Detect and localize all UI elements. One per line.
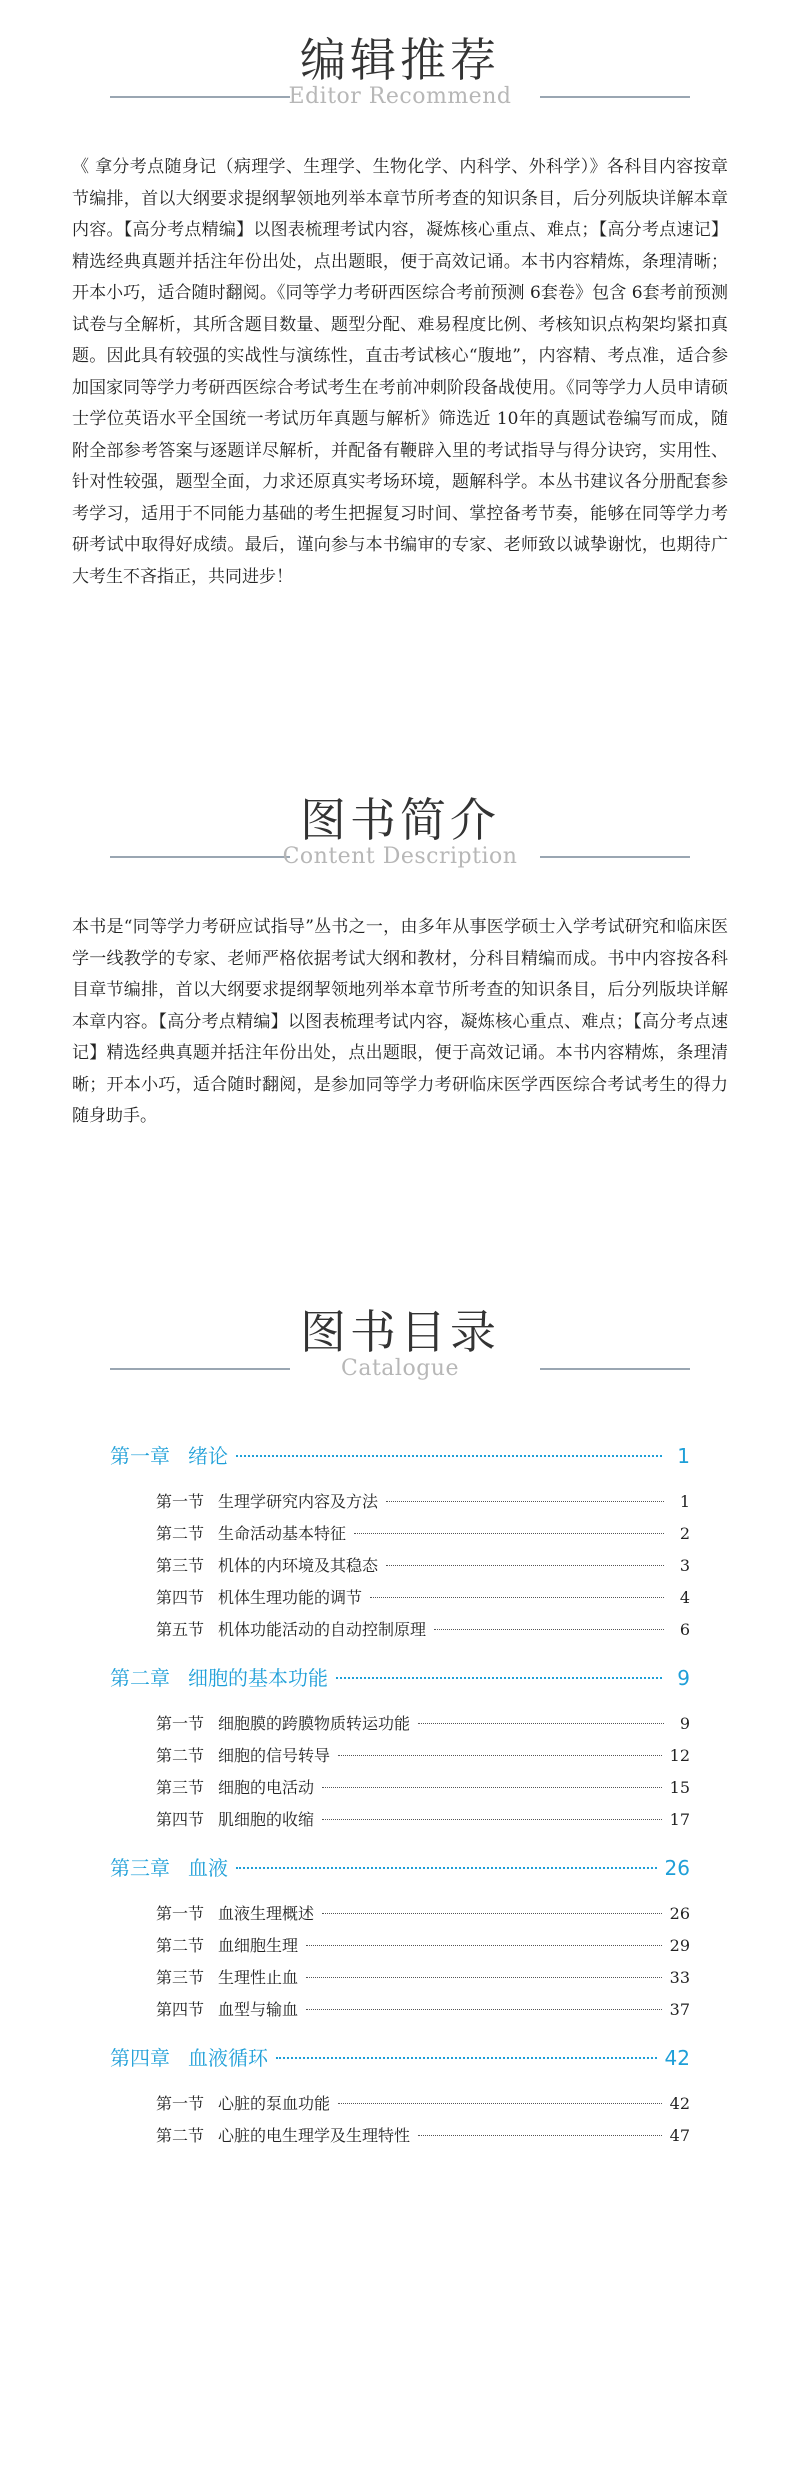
- section-title: 机体功能活动的自动控制原理: [218, 1620, 427, 1639]
- section-page: 1: [679, 1492, 690, 1511]
- section-title: 肌细胞的收缩: [218, 1810, 315, 1829]
- section-number: 第一节: [156, 1904, 205, 1923]
- section-page: 3: [679, 1556, 690, 1575]
- chapter-page: 42: [664, 2046, 690, 2070]
- leader-dots: [236, 1455, 662, 1457]
- leader-dots: [236, 1867, 657, 1869]
- section-entry[interactable]: [156, 1740, 690, 1772]
- section-number: 第四节: [156, 1810, 205, 1829]
- chapter-block: [110, 1438, 690, 1660]
- chapter-page: 26: [664, 1856, 690, 1880]
- section-page: 37: [669, 2000, 690, 2019]
- section-page: 2: [679, 1524, 690, 1543]
- section-page: 42: [669, 2094, 690, 2113]
- leader-dots: [338, 2103, 662, 2104]
- section-title: 细胞膜的跨膜物质转运功能: [218, 1714, 411, 1733]
- content-description-rule: [110, 844, 690, 876]
- section-page: 26: [669, 1904, 690, 1923]
- section-page: 29: [669, 1936, 690, 1955]
- chapter-entry[interactable]: [110, 1660, 690, 1696]
- leader-dots: [322, 1787, 662, 1788]
- divider-line-right: [540, 1368, 690, 1370]
- divider-line-right: [540, 96, 690, 98]
- section-page: 9: [679, 1714, 690, 1733]
- section-number: 第四节: [156, 1588, 205, 1607]
- section-entry[interactable]: [156, 1582, 690, 1614]
- leader-dots: [322, 1819, 662, 1820]
- leader-dots: [276, 2057, 657, 2059]
- chapter-page: 1: [677, 1444, 690, 1468]
- leader-dots: [322, 1913, 662, 1914]
- leader-dots: [370, 1597, 664, 1598]
- section-number: 第三节: [156, 1778, 205, 1797]
- section-title: 血细胞生理: [218, 1936, 299, 1955]
- section-page: 17: [669, 1810, 690, 1829]
- leader-dots: [434, 1629, 664, 1630]
- section-entry[interactable]: [156, 1994, 690, 2026]
- leader-dots: [306, 1945, 662, 1946]
- section-title: 细胞的信号转导: [218, 1746, 331, 1765]
- section-entry[interactable]: [156, 1930, 690, 1962]
- chapter-number: 第一章: [110, 1444, 170, 1468]
- editor-recommend-text: 《 拿分考点随身记（病理学、生理学、生物化学、内科学、外科学）》各科目内容按章节编排，首以大纲要求提纲挈领地列举本章节所考查的知识条目，后分列版块详解本章内容。【高分考点精编】以图表梳理考试内容，凝炼核心重点、难点；【高分考点速记】精选经典真题并括注年份出处，点出题眼，便于高效记诵。本书内容精炼，条理清晰；开本小巧，适合随时翻阅。《同等学力考研西医综合考前预测 6套卷》包含 6套考前预测试卷与全解析，其所含题目数量、题型分配、难易程度比例、考核知识点构架均紧扣真题。因此具有较强的实战性与演练性，直击考试核心“腹地”，内容精、考点准，适合参加国家同等学力考研西医综合考试考生在考前冲刺阶段备战使用。《同等学力人员申请硕士学位英语水平全国统一考试历年真题与解析》筛选近 10年的真题试卷编写而成，随附全部参考答案与逐题详尽解析，并配备有鞭辟入里的考试指导与得分诀窍，实用性、针对性较强，题型全面，力求还原真实考场环境，题解科学。本丛书建议各分册配套参考学习，适用于不同能力基础的考生把握复习时间、掌控备考节奏，能够在同等学力考研考试中取得好成绩。最后，谨向参与本书编审的专家、老师致以诚挚谢忱，也期待广大考生不吝指正，共同进步！: [72, 157, 728, 587]
- section-title: 血型与输血: [218, 2000, 299, 2019]
- section-number: 第二节: [156, 2126, 205, 2145]
- section-title: 细胞的电活动: [218, 1778, 315, 1797]
- content-description-subtitle: Content Description: [282, 844, 518, 869]
- chapter-title: 血液循环: [188, 2046, 268, 2070]
- chapter-page: 9: [677, 1666, 690, 1690]
- section-number: 第五节: [156, 1620, 205, 1639]
- editor-recommend-rule: [110, 84, 690, 116]
- leader-dots: [336, 1677, 662, 1679]
- leader-dots: [306, 1977, 662, 1978]
- section-number: 第一节: [156, 1714, 205, 1733]
- table-of-contents: [110, 1438, 690, 2166]
- section-entry[interactable]: [156, 1898, 690, 1930]
- section-title: 心脏的泵血功能: [218, 2094, 331, 2113]
- section-number: 第二节: [156, 1746, 205, 1765]
- chapter-title: 细胞的基本功能: [188, 1666, 328, 1690]
- section-page: 6: [679, 1620, 690, 1639]
- leader-dots: [418, 2135, 662, 2136]
- section-number: 第一节: [156, 1492, 205, 1511]
- section-entry[interactable]: [156, 1486, 690, 1518]
- section-entry[interactable]: [156, 2088, 690, 2120]
- editor-recommend-subtitle: Editor Recommend: [288, 84, 512, 109]
- chapter-block: [110, 2040, 690, 2166]
- chapter-title: 绪论: [188, 1444, 228, 1468]
- section-title: 心脏的电生理学及生理特性: [218, 2126, 411, 2145]
- section-page: 33: [669, 1968, 690, 1987]
- section-entry[interactable]: [156, 1962, 690, 1994]
- leader-dots: [386, 1565, 664, 1566]
- divider-line-right: [540, 856, 690, 858]
- section-number: 第二节: [156, 1524, 205, 1543]
- editor-recommend-header: [0, 30, 800, 116]
- editor-recommend-title: 编辑推荐: [300, 33, 500, 87]
- chapter-block: [110, 1660, 690, 1850]
- catalogue-title: 图书目录: [300, 1305, 500, 1359]
- section-entry[interactable]: [156, 1614, 690, 1646]
- section-page: 12: [669, 1746, 690, 1765]
- chapter-number: 第二章: [110, 1666, 170, 1690]
- section-entry[interactable]: [156, 1772, 690, 1804]
- leader-dots: [354, 1533, 664, 1534]
- leader-dots: [306, 2009, 662, 2010]
- catalogue-rule: [110, 1356, 690, 1388]
- catalogue-subtitle: Catalogue: [341, 1356, 459, 1381]
- section-number: 第三节: [156, 1556, 205, 1575]
- catalogue-header: [0, 1302, 800, 1388]
- leader-dots: [338, 1755, 662, 1756]
- leader-dots: [418, 1723, 664, 1724]
- section-number: 第二节: [156, 1936, 205, 1955]
- section-title: 生理性止血: [218, 1968, 299, 1987]
- chapter-entry[interactable]: [110, 1438, 690, 1474]
- section-page: 47: [669, 2126, 690, 2145]
- section-number: 第一节: [156, 2094, 205, 2113]
- section-page: 15: [669, 1778, 690, 1797]
- content-description-title: 图书简介: [300, 793, 500, 847]
- section-entry[interactable]: [156, 2120, 690, 2152]
- chapter-block: [110, 1850, 690, 2040]
- section-title: 生理学研究内容及方法: [218, 1492, 379, 1511]
- section-title: 机体的内环境及其稳态: [218, 1556, 379, 1575]
- section-entry[interactable]: [156, 1804, 690, 1836]
- section-entry[interactable]: [156, 1708, 690, 1740]
- section-number: 第四节: [156, 2000, 205, 2019]
- section-number: 第三节: [156, 1968, 205, 1987]
- chapter-title: 血液: [188, 1856, 228, 1880]
- section-entry[interactable]: [156, 1550, 690, 1582]
- chapter-number: 第三章: [110, 1856, 170, 1880]
- section-page: 4: [679, 1588, 690, 1607]
- section-title: 机体生理功能的调节: [218, 1588, 363, 1607]
- chapter-entry[interactable]: [110, 2040, 690, 2076]
- leader-dots: [386, 1501, 664, 1502]
- chapter-entry[interactable]: [110, 1850, 690, 1886]
- section-entry[interactable]: [156, 1518, 690, 1550]
- section-title: 生命活动基本特征: [218, 1524, 347, 1543]
- content-description-text: 本书是“同等学力考研应试指导”丛书之一，由多年从事医学硕士入学考试研究和临床医学一线教学的专家、老师严格依据考试大纲和教材，分科目精编而成。书中内容按各科目章节编排，首以大纲要求提纲挈领地列举本章节所考查的知识条目，后分列版块详解本章内容。【高分考点精编】以图表梳理考试内容，凝炼核心重点、难点；【高分考点速记】精选经典真题并括注年份出处，点出题眼，便于高效记诵。本书内容精炼，条理清晰；开本小巧，适合随时翻阅，是参加同等学力考研临床医学西医综合考试考生的得力随身助手。: [72, 917, 728, 1126]
- content-description-header: [0, 790, 800, 876]
- section-title: 血液生理概述: [218, 1904, 315, 1923]
- chapter-number: 第四章: [110, 2046, 170, 2070]
